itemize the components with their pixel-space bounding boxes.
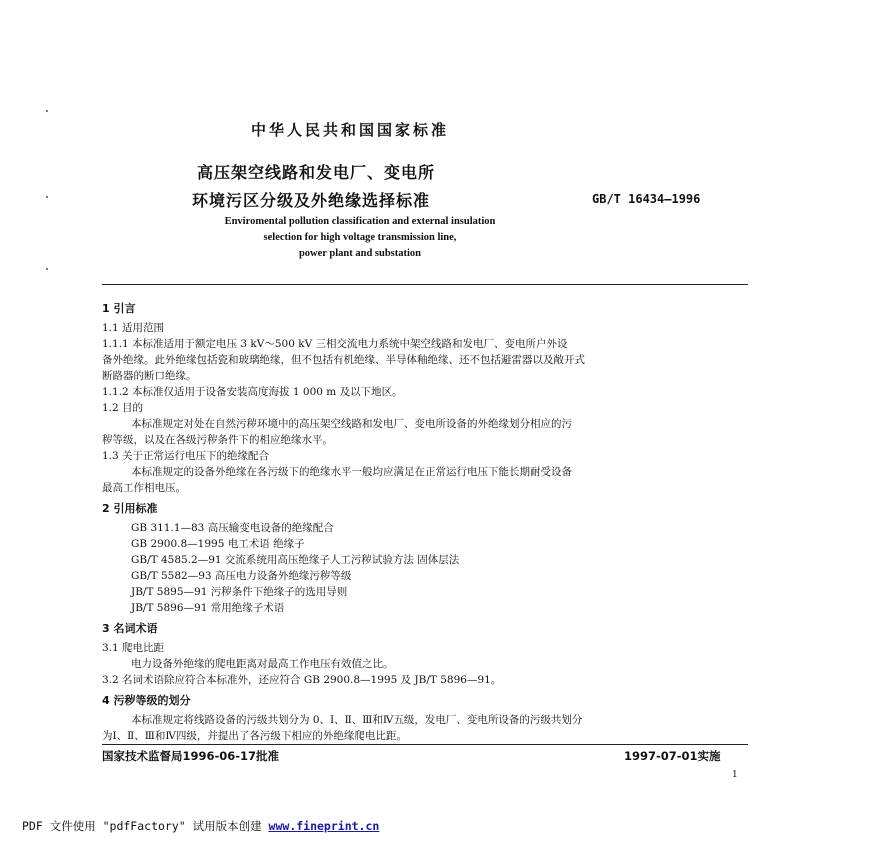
clause-1-1-1-line2: 备外绝缘。此外绝缘包括瓷和玻璃绝缘，但不包括有机绝缘、半导体釉绝缘、还不包括避雷器以及敞开式 — [102, 354, 585, 366]
pdf-watermark — [22, 818, 379, 834]
approval-statement: 国家技术监督局1996-06-17批准 — [102, 749, 280, 763]
english-title-line3: power plant and substation — [298, 248, 422, 259]
clause-1-2-heading: 1.2 目的 — [102, 402, 144, 414]
section-2-heading: 2 引用标准 — [102, 502, 158, 515]
reference-item: GB/T 5582—93 高压电力设备外绝缘污秽等级 — [131, 570, 352, 582]
clause-3-1-text: 电力设备外绝缘的爬电距离对最高工作电压有效值之比。 — [131, 658, 394, 670]
clause-1-3-line2: 最高工作相电压。 — [102, 482, 186, 494]
fineprint-link[interactable]: www.fineprint.cn — [268, 819, 380, 833]
document-title-line1: 高压架空线路和发电厂、变电所 — [197, 163, 436, 182]
section-4-heading: 4 污秽等级的划分 — [102, 694, 191, 707]
reference-item: GB 2900.8—1995 电工术语 绝缘子 — [131, 538, 305, 550]
section-4-line2: 为Ⅰ、Ⅱ、Ⅲ和Ⅳ四级，并提出了各污级下相应的外绝缘爬电比距。 — [102, 730, 407, 742]
section-3-heading: 3 名词术语 — [102, 622, 158, 635]
clause-1-1-heading: 1.1 适用范围 — [102, 322, 165, 334]
standard-number: GB/T 16434—1996 — [592, 192, 701, 206]
scan-dot — [46, 110, 48, 112]
section-4-line1: 本标准规定将线路设备的污级共划分为 0、Ⅰ、Ⅱ、Ⅲ和Ⅳ五级，发电厂、变电所设备的污级共划分 — [131, 714, 583, 726]
document-title-line2: 环境污区分级及外绝缘选择标准 — [192, 191, 431, 210]
clause-1-1-2: 1.1.2 本标准仅适用于设备安装高度海拔 1 000 m 及以下地区。 — [102, 386, 403, 398]
reference-item: GB/T 4585.2—91 交流系统用高压绝缘子人工污秽试验方法 固体层法 — [131, 554, 460, 566]
implementation-date: 1997-07-01实施 — [624, 749, 721, 763]
clause-1-3-heading: 1.3 关于正常运行电压下的绝缘配合 — [102, 450, 270, 462]
clause-1-2-line1: 本标准规定对处在自然污秽环境中的高压架空线路和发电厂、变电所设备的外绝缘划分相应的污 — [131, 418, 572, 430]
scan-dot — [46, 196, 48, 198]
standard-type-title: 中华人民共和国国家标准 — [250, 121, 449, 139]
footer-divider — [102, 744, 748, 745]
reference-item: JB/T 5896—91 常用绝缘子术语 — [131, 602, 285, 614]
page-number: 1 — [732, 770, 738, 780]
clause-1-1-1-line3: 断路器的断口绝缘。 — [102, 370, 197, 382]
reference-item: GB 311.1—83 高压输变电设备的绝缘配合 — [131, 522, 334, 534]
pdf-watermark-text: PDF 文件使用 "pdfFactory" 试用版本创建 — [22, 819, 269, 833]
clause-1-3-line1: 本标准规定的设备外绝缘在各污级下的绝缘水平一般均应满足在正常运行电压下能长期耐受设备 — [131, 466, 572, 478]
header-divider — [102, 284, 748, 285]
clause-1-1-1-line1: 1.1.1 本标准适用于额定电压 3 kV～500 kV 三相交流电力系统中架空线路和发电厂、变电所户外设 — [102, 338, 568, 350]
english-title-line1: Enviromental pollution classification and external insulation — [224, 216, 496, 227]
reference-item: JB/T 5895—91 污秽条件下绝缘子的选用导则 — [131, 586, 348, 598]
section-1-heading: 1 引言 — [102, 302, 136, 315]
clause-3-1-heading: 3.1 爬电比距 — [102, 642, 165, 654]
english-title-line2: selection for high voltage transmission line, — [263, 232, 457, 243]
clause-1-2-line2: 秽等级，以及在各级污秽条件下的相应绝缘水平。 — [102, 434, 333, 446]
clause-3-2-text: 3.2 名词术语除应符合本标准外，还应符合 GB 2900.8—1995 及 JB/T 5896—91。 — [102, 674, 502, 686]
scan-dot — [46, 268, 48, 270]
